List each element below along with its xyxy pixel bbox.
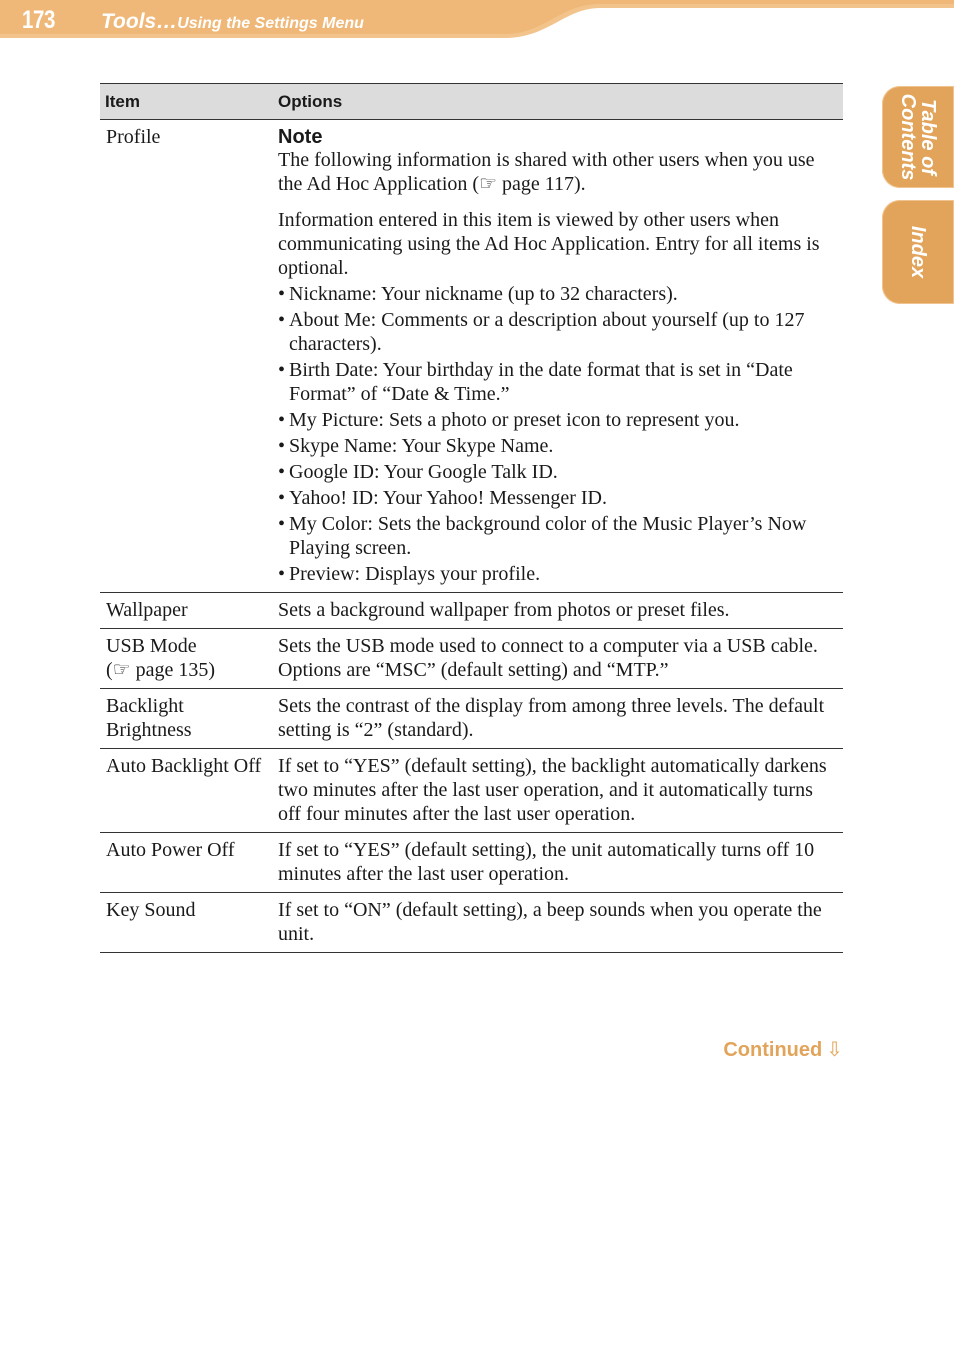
- row-item: Auto Power Off: [100, 833, 272, 893]
- table-row: [100, 749, 843, 833]
- row-option: Sets the contrast of the display from among three levels. The default setting is “2” (standard).: [272, 689, 843, 749]
- settings-table: [100, 83, 843, 953]
- section-name: Tools: [101, 10, 157, 33]
- row-options-profile: [272, 120, 843, 593]
- list-item: • My Color: Sets the background color of the Music Player’s Now Playing screen.: [278, 512, 833, 560]
- row-option: Sets the USB mode used to connect to a computer via a USB cable. Options are “MSC” (default setting) and “MTP.”: [272, 629, 843, 689]
- row-item: Wallpaper: [100, 593, 272, 629]
- index-tab-label: Index: [907, 225, 929, 279]
- row-option: If set to “ON” (default setting), a beep sounds when you operate the unit.: [272, 893, 843, 953]
- list-item: • Preview: Displays your profile.: [278, 562, 833, 586]
- table-of-contents-tab[interactable]: [882, 86, 954, 188]
- column-header-item: Item: [100, 84, 272, 120]
- list-item: • Google ID: Your Google Talk ID.: [278, 460, 833, 484]
- column-header-options: Options: [272, 84, 843, 120]
- continued-label: Continued: [723, 1039, 823, 1061]
- profile-intro: Information entered in this item is viewed by other users when communicating using the Ad Hoc Application. Entry for all items is optional.: [278, 209, 820, 279]
- section-ellipsis: …: [156, 10, 178, 33]
- list-item: • Birth Date: Your birthday in the date format that is set in “Date Format” of “Date & Time.”: [278, 358, 833, 406]
- row-item: USB Mode (☞ page 135): [100, 629, 272, 689]
- page-header: [0, 0, 954, 42]
- profile-bullet-list: [278, 282, 833, 586]
- index-tab[interactable]: [882, 200, 954, 304]
- list-item: • Skype Name: Your Skype Name.: [278, 434, 833, 458]
- table-header-row: [100, 84, 843, 120]
- table-row: [100, 593, 843, 629]
- row-item: Key Sound: [100, 893, 272, 953]
- list-item: • About Me: Comments or a description about yourself (up to 127 characters).: [278, 308, 833, 356]
- down-arrow-icon: ⇩: [826, 1037, 843, 1061]
- list-item: • My Picture: Sets a photo or preset icon to represent you.: [278, 408, 833, 432]
- row-option: If set to “YES” (default setting), the backlight automatically darkens two minutes after the last user operation, and it automatically turns off four minutes after the last user operation.: [272, 749, 843, 833]
- row-item: Backlight Brightness: [100, 689, 272, 749]
- row-item-profile: Profile: [100, 120, 272, 593]
- continued-link[interactable]: [723, 1037, 843, 1062]
- page-number: 173: [22, 6, 55, 34]
- subsection-name: Using the Settings Menu: [177, 15, 364, 32]
- table-row: [100, 689, 843, 749]
- table-of-contents-tab-label: Table of Contents: [897, 93, 939, 181]
- section-title: [101, 10, 364, 34]
- list-item: • Nickname: Your nickname (up to 32 characters).: [278, 282, 833, 306]
- table-row: [100, 893, 843, 953]
- table-row: [100, 833, 843, 893]
- note-label: Note: [278, 126, 323, 148]
- table-row: [100, 629, 843, 689]
- table-row-profile: [100, 120, 843, 593]
- row-option: Sets a background wallpaper from photos or preset files.: [272, 593, 843, 629]
- row-item: Auto Backlight Off: [100, 749, 272, 833]
- list-item: • Yahoo! ID: Your Yahoo! Messenger ID.: [278, 486, 833, 510]
- note-text: The following information is shared with other users when you use the Ad Hoc Application (☞ page 117).: [278, 149, 815, 195]
- row-option: If set to “YES” (default setting), the unit automatically turns off 10 minutes after the last user operation.: [272, 833, 843, 893]
